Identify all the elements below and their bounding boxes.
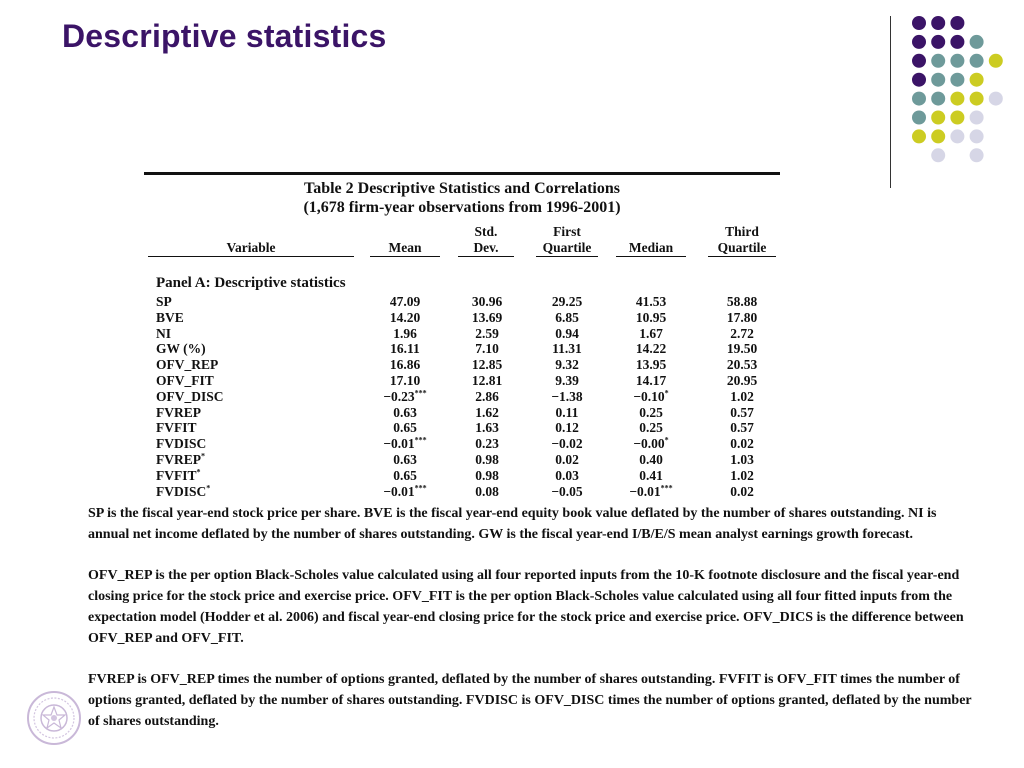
- cell-median: −0.01***: [629, 483, 673, 499]
- decorative-dot-grid: [0, 0, 1024, 200]
- panel-title: Panel A: Descriptive statistics: [156, 275, 346, 291]
- cell-q1: 9.39: [555, 372, 579, 388]
- statistics-table: [144, 172, 780, 499]
- variable-name: OFV_REP: [156, 357, 219, 373]
- cell-q1: −0.02: [551, 436, 583, 452]
- header-median: Median: [616, 240, 686, 257]
- decorative-dot: [912, 129, 926, 143]
- cell-q3: 0.57: [730, 420, 754, 436]
- decorative-dot: [950, 35, 964, 49]
- cell-std: 0.98: [475, 451, 499, 467]
- decorative-dot: [950, 129, 964, 143]
- cell-mean: 16.11: [390, 341, 420, 357]
- cell-median: 0.40: [639, 451, 663, 467]
- cell-median: 41.53: [635, 294, 667, 309]
- cell-median: 0.25: [639, 404, 663, 420]
- decorative-dot: [989, 92, 1003, 106]
- cell-q1: 0.94: [555, 325, 579, 341]
- variable-name: NI: [156, 325, 172, 341]
- table-row: [144, 357, 780, 373]
- table-row: [144, 341, 780, 357]
- table-caption-line2: (1,678 firm-year observations from 1996-2001): [303, 199, 621, 216]
- cell-q3: 0.57: [730, 404, 754, 420]
- cell-median: 13.95: [635, 357, 667, 373]
- decorative-dot: [931, 54, 945, 68]
- header-first-quartile: First Quartile: [536, 224, 598, 257]
- cell-median: 10.95: [635, 309, 667, 325]
- cell-std: 13.69: [471, 309, 503, 325]
- cell-mean: 16.86: [389, 357, 421, 373]
- cell-q3: 1.02: [730, 467, 754, 483]
- decorative-dot: [912, 73, 926, 87]
- decorative-dot: [970, 111, 984, 125]
- header-std-dev: Std. Dev.: [458, 224, 514, 257]
- cell-q1: −0.05: [551, 483, 583, 499]
- decorative-dot: [912, 92, 926, 106]
- decorative-dot: [989, 54, 1003, 68]
- decorative-dot: [950, 92, 964, 106]
- cell-q3: 1.03: [730, 451, 754, 467]
- table-header-row: [144, 223, 780, 257]
- table-caption-line1: Table 2 Descriptive Statistics and Correlations: [304, 180, 620, 197]
- cell-mean: 1.96: [393, 325, 417, 341]
- table-row: [144, 484, 780, 500]
- decorative-dot: [912, 54, 926, 68]
- decorative-dot: [912, 16, 926, 30]
- variable-name: FVFIT*: [156, 467, 201, 483]
- cell-q1: −1.38: [551, 388, 583, 404]
- cell-mean: −0.01***: [383, 435, 427, 452]
- decorative-dot: [970, 54, 984, 68]
- decorative-dot: [970, 129, 984, 143]
- cell-std: 2.86: [475, 388, 499, 404]
- cell-mean: 0.63: [393, 451, 417, 467]
- university-seal-logo: [26, 690, 82, 746]
- cell-median: −0.00*: [633, 435, 669, 452]
- cell-median: 14.22: [635, 341, 667, 357]
- cell-median: 1.67: [639, 325, 663, 341]
- decorative-dot: [931, 35, 945, 49]
- notes: [88, 503, 978, 752]
- cell-mean: 47.09: [389, 294, 421, 309]
- header-variable: Variable: [148, 240, 354, 257]
- variable-name: SP: [156, 294, 172, 309]
- table-row: [144, 436, 780, 452]
- decorative-dot: [931, 16, 945, 30]
- header-third-quartile: Third Quartile: [708, 224, 776, 257]
- header-mean: Mean: [370, 240, 440, 257]
- cell-mean: 17.10: [389, 372, 421, 388]
- cell-q3: 0.02: [730, 483, 754, 499]
- cell-median: 0.25: [639, 420, 663, 436]
- table-row: [144, 405, 780, 421]
- decorative-dot: [950, 111, 964, 125]
- decorative-dot: [912, 35, 926, 49]
- cell-q1: 9.32: [555, 357, 579, 373]
- variable-name: FVFIT: [156, 420, 197, 436]
- decorative-dot: [931, 92, 945, 106]
- table-row: [144, 326, 780, 342]
- decorative-dot: [950, 16, 964, 30]
- cell-q3: 2.72: [730, 325, 754, 341]
- cell-median: 14.17: [635, 372, 667, 388]
- cell-std: 12.85: [471, 357, 503, 373]
- variable-name: GW (%): [156, 341, 206, 357]
- cell-mean: −0.01***: [383, 483, 427, 499]
- cell-q1: 0.03: [555, 467, 579, 483]
- decorative-dot: [931, 129, 945, 143]
- cell-q1: 29.25: [551, 294, 583, 309]
- table-row: [144, 310, 780, 326]
- variable-name: OFV_FIT: [156, 372, 214, 388]
- cell-q3: 20.53: [726, 357, 758, 373]
- cell-q1: 0.02: [555, 451, 579, 467]
- cell-std: 0.23: [475, 436, 499, 452]
- decorative-dot: [931, 73, 945, 87]
- table-row: [144, 452, 780, 468]
- decorative-dot: [970, 35, 984, 49]
- cell-q1: 11.31: [552, 341, 582, 357]
- table-row: [144, 420, 780, 436]
- cell-q1: 6.85: [555, 309, 579, 325]
- cell-mean: 0.65: [393, 467, 417, 483]
- cell-std: 0.98: [475, 467, 499, 483]
- cell-std: 1.63: [475, 420, 499, 436]
- cell-std: 1.62: [475, 404, 499, 420]
- slide-title: Descriptive statistics: [62, 18, 387, 54]
- cell-mean: −0.23***: [383, 388, 427, 404]
- note-paragraph: OFV_REP is the per option Black-Scholes value calculated using all four reported inputs from the 10-K footnote disclosure and the fiscal year-end closing price for the stock price and exercise price. OFV_FIT is the per option Black-Scholes value calculated using all four fitted inputs from the expectation model (Hodder et al. 2006) and fiscal year-end closing price for the stock price and exercise price. OFV_DICS is the difference between OFV_REP and OFV_FIT.: [88, 568, 964, 646]
- decorative-dot: [970, 73, 984, 87]
- table-row: [144, 294, 780, 310]
- variable-name: FVDISC*: [156, 483, 211, 499]
- cell-std: 2.59: [475, 325, 499, 341]
- variable-name: FVREP: [156, 404, 201, 420]
- variable-name: FVREP*: [156, 451, 205, 467]
- divider-line: [890, 16, 891, 188]
- decorative-dot: [950, 54, 964, 68]
- cell-q3: 58.88: [726, 294, 758, 309]
- cell-q1: 0.12: [555, 420, 579, 436]
- cell-mean: 14.20: [389, 309, 421, 325]
- cell-mean: 0.63: [393, 404, 417, 420]
- table-row: [144, 468, 780, 484]
- cell-std: 7.10: [475, 341, 499, 357]
- cell-q3: 20.95: [726, 372, 758, 388]
- cell-std: 0.08: [475, 483, 499, 499]
- decorative-dot: [912, 111, 926, 125]
- cell-median: −0.10*: [633, 388, 669, 404]
- cell-q1: 0.11: [555, 404, 579, 420]
- variable-name: FVDISC: [156, 436, 207, 452]
- cell-median: 0.41: [639, 467, 663, 483]
- table-top-rule: [144, 172, 780, 175]
- decorative-dot: [970, 148, 984, 162]
- cell-q3: 19.50: [726, 341, 758, 357]
- cell-std: 12.81: [471, 372, 503, 388]
- cell-mean: 0.65: [393, 420, 417, 436]
- note-paragraph: SP is the fiscal year-end stock price per share. BVE is the fiscal year-end equity book value deflated by the number of shares outstanding. NI is annual net income deflated by the number of shares outstanding. GW is the fiscal year-end I/B/E/S mean analyst earnings growth forecast.: [88, 506, 937, 542]
- cell-q3: 17.80: [726, 309, 758, 325]
- table-body: [144, 294, 780, 499]
- cell-std: 30.96: [471, 294, 503, 309]
- note-paragraph: FVREP is OFV_REP times the number of options granted, deflated by the number of shares outstanding. FVFIT is OFV_FIT times the number of options granted, deflated by the number of shares outstanding. FVDISC is OFV_DISC times the number of options granted, deflated by the number of shares outstanding.: [88, 672, 972, 729]
- decorative-dot: [931, 111, 945, 125]
- decorative-dot: [950, 73, 964, 87]
- table-row: [144, 373, 780, 389]
- table-row: [144, 389, 780, 405]
- decorative-dot: [931, 148, 945, 162]
- variable-name: BVE: [156, 309, 184, 325]
- cell-q3: 0.02: [730, 436, 754, 452]
- decorative-dot: [970, 92, 984, 106]
- variable-name: OFV_DISC: [156, 388, 224, 404]
- cell-q3: 1.02: [730, 388, 754, 404]
